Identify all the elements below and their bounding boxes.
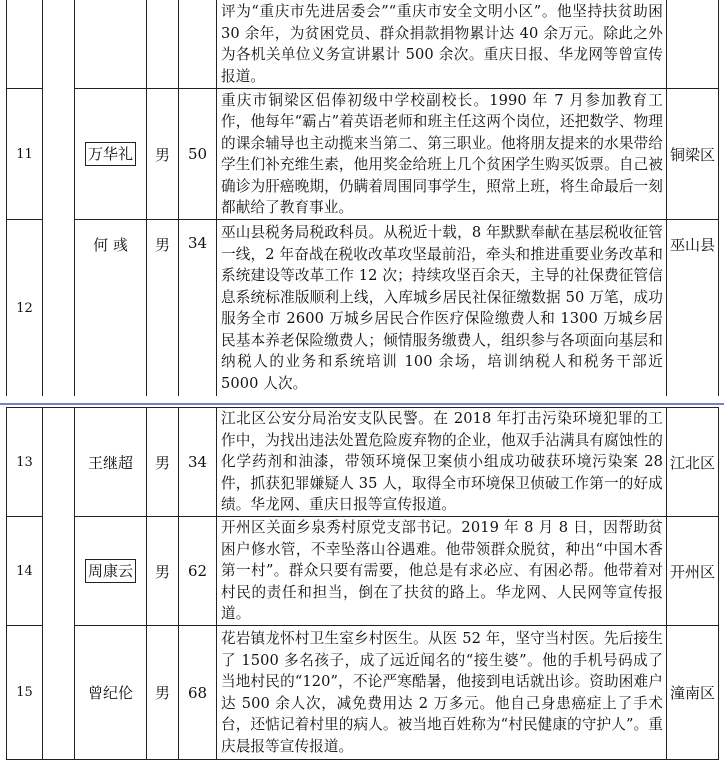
name-cell <box>75 0 147 89</box>
description-cell: 评为“重庆市先进居委会”“重庆市安全文明小区”。他坚持扶贫助困 30 余年，为贫困党员、群众捐款捐物累计达 40 余万元。除此之外为各机关单位义务宣讲累计 500 余次。重庆日报、华龙网等曾宣传报道。 <box>217 0 667 89</box>
table-row <box>7 408 719 517</box>
name-cell: 王继超 <box>75 408 147 517</box>
table-row <box>7 0 719 89</box>
region-cell: 铜梁区 <box>667 89 719 220</box>
sex-cell: 男 <box>147 220 179 397</box>
index-cell: 11 <box>7 89 43 220</box>
name-text: 万华礼 <box>85 142 136 166</box>
age-cell: 50 <box>179 89 217 220</box>
description-cell: 开州区关面乡泉秀村原党支部书记。2019 年 8 月 8 日，因帮助贫困户修水管，不幸坠落山谷遇难。他带领群众脱贫，种出“中国木香第一村”。群众只要有需要，他总是有求必应、有困必帮。他带着对村民的责任和担当，倒在了扶贫的路上。华龙网、人民网等宣传报道。 <box>217 517 667 626</box>
sex-cell: 男 <box>147 517 179 626</box>
name-cell <box>75 89 147 220</box>
age-cell: 34 <box>179 220 217 397</box>
name-text: 周康云 <box>85 559 136 583</box>
region-cell: 潼南区 <box>667 626 719 760</box>
index-cell: 12 <box>7 220 43 397</box>
age-cell: 34 <box>179 408 217 517</box>
region-cell: 巫山县 <box>667 220 719 397</box>
sex-cell: 男 <box>147 89 179 220</box>
region-cell <box>667 0 719 89</box>
index-cell: 15 <box>7 626 43 760</box>
table-row <box>7 626 719 760</box>
category-column <box>43 408 75 760</box>
honoree-table-part1 <box>6 0 719 397</box>
index-cell: 13 <box>7 408 43 517</box>
sex-cell: 男 <box>147 626 179 760</box>
region-cell: 开州区 <box>667 517 719 626</box>
page-break-gap <box>0 396 724 403</box>
category-column <box>43 0 75 397</box>
description-cell: 重庆市铜梁区侣俸初级中学校副校长。1990 年 7 月参加教育工作，他每年“霸占”着英语老师和班主任这两个岗位，还把数学、物理的课余辅导也主动揽来当第二、第三职业。他将朋友提来的水果带给学生们补充维生素，他用奖金给班上几个贫困学生购买饭票。自己被确诊为肝癌晚期，仍瞒着周围同事学生，照常上班，将生命最后一刻都献给了教育事业。 <box>217 89 667 220</box>
index-cell <box>7 0 43 89</box>
description-cell: 江北区公安分局治安支队民警。在 2018 年打击污染环境犯罪的工作中，为找出违法处置危险废弃物的企业，他双手沾满具有腐蚀性的化学药剂和油漆，带领环境保卫案侦小组成功破获环境污染案 28 件，抓获犯罪嫌疑人 35 人，取得全市环境保卫侦破工作第一的好成绩。华龙网、重庆日报等宣传报道。 <box>217 408 667 517</box>
table-row <box>7 220 719 397</box>
sex-cell: 男 <box>147 408 179 517</box>
page-break-line <box>0 403 724 405</box>
age-cell: 62 <box>179 517 217 626</box>
region-cell: 江北区 <box>667 408 719 517</box>
name-cell: 何 彧 <box>75 220 147 397</box>
age-cell: 68 <box>179 626 217 760</box>
sex-cell <box>147 0 179 89</box>
name-cell: 曾纪伦 <box>75 626 147 760</box>
description-cell: 巫山县税务局税政科员。从税近十载，8 年默默奉献在基层税收征管一线，2 年奋战在税收改革攻坚最前沿，牵头和推进重要业务改革和系统建设等改革工作 12 次；持续攻坚百余天，主导的社保费征管信息系统标准版顺利上线，入库城乡居民社保征缴数据 50 万笔，成功服务全市 2600 万城乡居民合作医疗保险缴费人和 1300 万城乡居民基本养老保险缴费人；倾情服务缴费人，组织参与各项面向基层和纳税人的业务和系统培训 100 余场，培训纳税人和税务干部近 5000 人次。 <box>217 220 667 397</box>
table-row <box>7 89 719 220</box>
description-cell: 花岩镇龙怀村卫生室乡村医生。从医 52 年，坚守当村医。先后接生了 1500 多名孩子，成了远近闻名的“接生婆”。他的手机号码成了当地村民的“120”，不论严寒酷暑，他接到电话就出诊。资助困难户达 500 余人次，减免费用达 2 万多元。他自己身患癌症上了手术台，还惦记着村里的病人。被当地百姓称为“村民健康的守护人”。重庆晨报等宣传报道。 <box>217 626 667 760</box>
table-row <box>7 517 719 626</box>
age-cell <box>179 0 217 89</box>
honoree-table-part2 <box>6 407 719 760</box>
index-cell: 14 <box>7 517 43 626</box>
name-cell <box>75 517 147 626</box>
